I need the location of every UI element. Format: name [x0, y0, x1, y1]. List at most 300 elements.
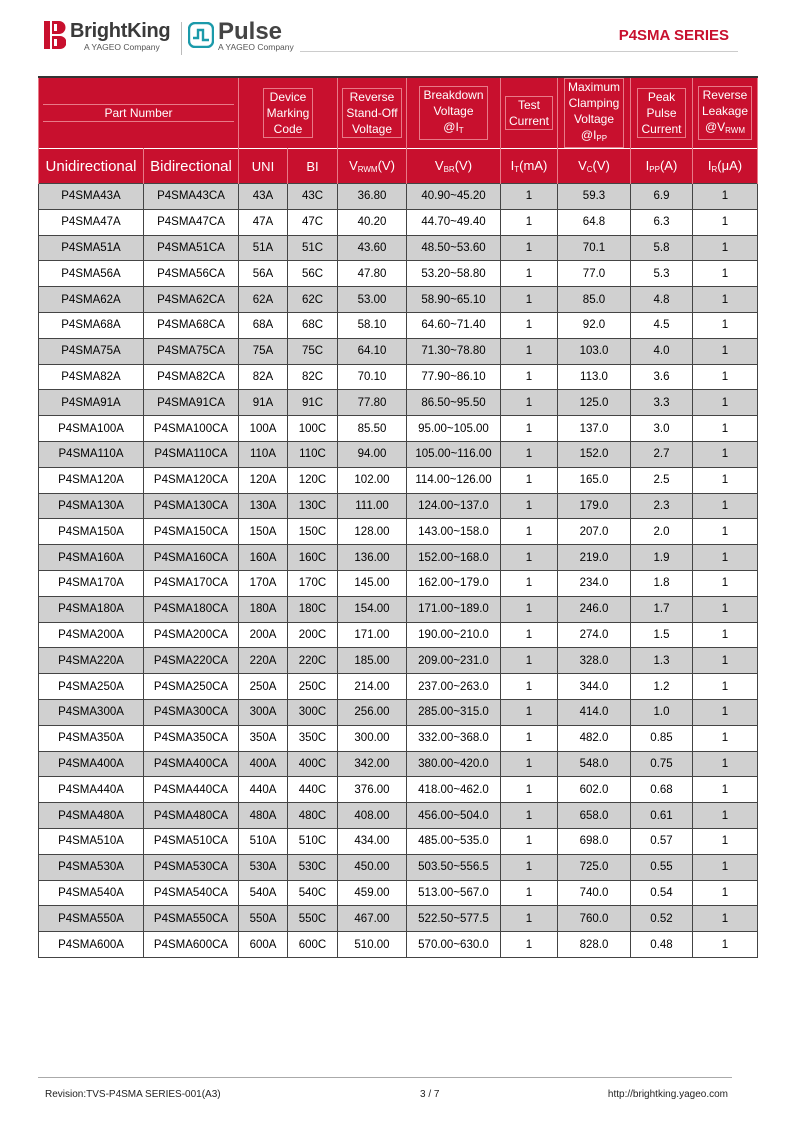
cell-mark-uni: 510A [239, 828, 288, 854]
subheader-ir: $I_R(\mu A)$ [693, 149, 758, 184]
cell-ipp: 4.0 [631, 338, 693, 364]
cell-mark-uni: 440A [239, 777, 288, 803]
cell-mark-uni: 100A [239, 416, 288, 442]
cell-it: 1 [501, 338, 558, 364]
cell-uni-part: P4SMA75A [39, 338, 144, 364]
cell-mark-uni: 150A [239, 519, 288, 545]
cell-bi-part: P4SMA150CA [144, 519, 239, 545]
cell-mark-bi: 150C [288, 519, 338, 545]
cell-it: 1 [501, 803, 558, 829]
cell-uni-part: P4SMA150A [39, 519, 144, 545]
cell-vc: 125.0 [558, 390, 631, 416]
cell-uni-part: P4SMA130A [39, 493, 144, 519]
footer-url: http://brightking.yageo.com [607, 1089, 728, 1100]
cell-vc: 234.0 [558, 570, 631, 596]
cell-ir: 1 [693, 519, 758, 545]
cell-vrwm: 467.00 [338, 906, 407, 932]
cell-it: 1 [501, 648, 558, 674]
header-ir-l3: @V [704, 120, 726, 134]
cell-mark-uni: 75A [239, 338, 288, 364]
cell-ir: 1 [693, 751, 758, 777]
cell-bi-part: P4SMA180CA [144, 596, 239, 622]
header-part-number [39, 77, 239, 149]
cell-uni-part: P4SMA47A [39, 209, 144, 235]
cell-vrwm: 70.10 [338, 364, 407, 390]
cell-vrwm: 434.00 [338, 828, 407, 854]
cell-vbr: 40.90~45.20 [407, 184, 501, 210]
brightking-logo-icon [44, 21, 66, 49]
cell-uni-part: P4SMA510A [39, 828, 144, 854]
cell-mark-bi: 550C [288, 906, 338, 932]
cell-it: 1 [501, 312, 558, 338]
cell-vc: 828.0 [558, 932, 631, 958]
table-row [39, 390, 758, 416]
cell-ir: 1 [693, 854, 758, 880]
cell-it: 1 [501, 699, 558, 725]
cell-vbr: 64.60~71.40 [407, 312, 501, 338]
cell-ir: 1 [693, 828, 758, 854]
cell-vbr: 53.20~58.80 [407, 261, 501, 287]
cell-ipp: 1.9 [631, 545, 693, 571]
cell-uni-part: P4SMA300A [39, 699, 144, 725]
cell-vrwm: 171.00 [338, 622, 407, 648]
cell-it: 1 [501, 184, 558, 210]
cell-ipp: 4.8 [631, 287, 693, 313]
header-ipp [631, 77, 693, 149]
table-row [39, 648, 758, 674]
cell-it: 1 [501, 545, 558, 571]
cell-vc: 59.3 [558, 184, 631, 210]
cell-ipp: 0.54 [631, 880, 693, 906]
cell-vc: 179.0 [558, 493, 631, 519]
cell-ipp: 5.8 [631, 235, 693, 261]
header-ipp-l3: Current [641, 122, 682, 136]
cell-it: 1 [501, 519, 558, 545]
cell-vc: 414.0 [558, 699, 631, 725]
cell-vrwm: 136.00 [338, 545, 407, 571]
cell-vc: 103.0 [558, 338, 631, 364]
table-row [39, 338, 758, 364]
cell-ir: 1 [693, 570, 758, 596]
cell-ipp: 2.3 [631, 493, 693, 519]
cell-ipp: 0.75 [631, 751, 693, 777]
cell-bi-part: P4SMA220CA [144, 648, 239, 674]
cell-ir: 1 [693, 674, 758, 700]
cell-vrwm: 459.00 [338, 880, 407, 906]
logo-divider [181, 22, 182, 55]
cell-uni-part: P4SMA180A [39, 596, 144, 622]
cell-mark-uni: 47A [239, 209, 288, 235]
header-vc-l1: Maximum [567, 80, 620, 94]
cell-vrwm: 77.80 [338, 390, 407, 416]
cell-it: 1 [501, 493, 558, 519]
cell-vc: 328.0 [558, 648, 631, 674]
cell-bi-part: P4SMA350CA [144, 725, 239, 751]
cell-vc: 152.0 [558, 441, 631, 467]
cell-vc: 760.0 [558, 906, 631, 932]
cell-vrwm: 53.00 [338, 287, 407, 313]
cell-mark-uni: 170A [239, 570, 288, 596]
cell-it: 1 [501, 467, 558, 493]
cell-vrwm: 43.60 [338, 235, 407, 261]
cell-uni-part: P4SMA110A [39, 441, 144, 467]
cell-vbr: 190.00~210.0 [407, 622, 501, 648]
table-row [39, 570, 758, 596]
header-marking-l1: Device [269, 90, 307, 104]
cell-mark-bi: 47C [288, 209, 338, 235]
cell-mark-bi: 400C [288, 751, 338, 777]
cell-ipp: 0.61 [631, 803, 693, 829]
table-row [39, 441, 758, 467]
cell-uni-part: P4SMA200A [39, 622, 144, 648]
cell-mark-bi: 250C [288, 674, 338, 700]
cell-ipp: 1.7 [631, 596, 693, 622]
cell-bi-part: P4SMA530CA [144, 854, 239, 880]
cell-bi-part: P4SMA130CA [144, 493, 239, 519]
cell-vc: 70.1 [558, 235, 631, 261]
cell-uni-part: P4SMA440A [39, 777, 144, 803]
cell-it: 1 [501, 441, 558, 467]
cell-bi-part: P4SMA91CA [144, 390, 239, 416]
cell-ipp: 0.52 [631, 906, 693, 932]
cell-ipp: 6.3 [631, 209, 693, 235]
cell-mark-uni: 120A [239, 467, 288, 493]
cell-mark-uni: 350A [239, 725, 288, 751]
cell-ipp: 2.0 [631, 519, 693, 545]
cell-vc: 113.0 [558, 364, 631, 390]
cell-ir: 1 [693, 184, 758, 210]
cell-bi-part: P4SMA510CA [144, 828, 239, 854]
table-row [39, 854, 758, 880]
cell-vrwm: 64.10 [338, 338, 407, 364]
cell-vc: 219.0 [558, 545, 631, 571]
cell-bi-part: P4SMA160CA [144, 545, 239, 571]
cell-vrwm: 154.00 [338, 596, 407, 622]
cell-uni-part: P4SMA51A [39, 235, 144, 261]
subheader-bidirectional: Bidirectional [144, 149, 239, 184]
cell-ipp: 1.2 [631, 674, 693, 700]
cell-mark-uni: 550A [239, 906, 288, 932]
cell-vbr: 503.50~556.5 [407, 854, 501, 880]
table-row [39, 906, 758, 932]
header-ir [693, 77, 758, 149]
cell-bi-part: P4SMA480CA [144, 803, 239, 829]
cell-mark-bi: 68C [288, 312, 338, 338]
cell-mark-bi: 300C [288, 699, 338, 725]
cell-vbr: 485.00~535.0 [407, 828, 501, 854]
cell-it: 1 [501, 209, 558, 235]
header-vbr-l1: Breakdown [423, 88, 484, 102]
cell-ipp: 0.68 [631, 777, 693, 803]
pulse-logo-icon [188, 22, 214, 48]
cell-vbr: 285.00~315.0 [407, 699, 501, 725]
cell-mark-uni: 110A [239, 441, 288, 467]
header-vc-sub: PP [596, 134, 608, 143]
cell-vbr: 86.50~95.50 [407, 390, 501, 416]
subheader-uni: UNI [239, 149, 288, 184]
cell-it: 1 [501, 854, 558, 880]
cell-ir: 1 [693, 467, 758, 493]
cell-mark-bi: 120C [288, 467, 338, 493]
header-ipp-l1: Peak [647, 90, 676, 104]
cell-mark-uni: 43A [239, 184, 288, 210]
cell-mark-bi: 91C [288, 390, 338, 416]
subheader-vbr: $V_{BR}(V)$ [407, 149, 501, 184]
cell-bi-part: P4SMA600CA [144, 932, 239, 958]
cell-vbr: 380.00~420.0 [407, 751, 501, 777]
cell-bi-part: P4SMA82CA [144, 364, 239, 390]
cell-mark-uni: 130A [239, 493, 288, 519]
header-marking-l2: Marking [266, 106, 310, 120]
cell-ir: 1 [693, 287, 758, 313]
table-row [39, 699, 758, 725]
header-vc-l2: Clamping [568, 96, 620, 110]
spec-table-body [39, 184, 758, 958]
cell-mark-uni: 56A [239, 261, 288, 287]
cell-ir: 1 [693, 596, 758, 622]
cell-vbr: 418.00~462.0 [407, 777, 501, 803]
cell-mark-bi: 75C [288, 338, 338, 364]
cell-bi-part: P4SMA43CA [144, 184, 239, 210]
cell-uni-part: P4SMA120A [39, 467, 144, 493]
cell-vrwm: 58.10 [338, 312, 407, 338]
cell-mark-bi: 43C [288, 184, 338, 210]
cell-vbr: 209.00~231.0 [407, 648, 501, 674]
cell-vbr: 105.00~116.00 [407, 441, 501, 467]
subheader-ipp: $I_{PP}(A)$ [631, 149, 693, 184]
header-vbr-l3: @I [443, 120, 459, 134]
cell-ir: 1 [693, 416, 758, 442]
header-rule [300, 51, 738, 52]
cell-ir: 1 [693, 338, 758, 364]
table-row [39, 312, 758, 338]
table-row [39, 803, 758, 829]
cell-mark-uni: 68A [239, 312, 288, 338]
cell-vc: 602.0 [558, 777, 631, 803]
cell-it: 1 [501, 777, 558, 803]
header-vc-l4: @I [580, 128, 597, 142]
cell-bi-part: P4SMA250CA [144, 674, 239, 700]
cell-bi-part: P4SMA56CA [144, 261, 239, 287]
cell-it: 1 [501, 596, 558, 622]
cell-mark-bi: 480C [288, 803, 338, 829]
cell-vc: 344.0 [558, 674, 631, 700]
cell-ipp: 3.0 [631, 416, 693, 442]
cell-vbr: 152.00~168.0 [407, 545, 501, 571]
header-vrwm-l2: Stand-Off [346, 106, 398, 120]
cell-vbr: 48.50~53.60 [407, 235, 501, 261]
cell-it: 1 [501, 828, 558, 854]
cell-vc: 207.0 [558, 519, 631, 545]
cell-ir: 1 [693, 906, 758, 932]
cell-mark-bi: 110C [288, 441, 338, 467]
cell-ir: 1 [693, 209, 758, 235]
cell-vbr: 143.00~158.0 [407, 519, 501, 545]
cell-mark-uni: 300A [239, 699, 288, 725]
table-row [39, 364, 758, 390]
table-row [39, 467, 758, 493]
cell-vbr: 77.90~86.10 [407, 364, 501, 390]
subheader-bi: BI [288, 149, 338, 184]
cell-vc: 658.0 [558, 803, 631, 829]
cell-bi-part: P4SMA68CA [144, 312, 239, 338]
cell-uni-part: P4SMA220A [39, 648, 144, 674]
cell-mark-uni: 91A [239, 390, 288, 416]
brightking-name: BrightKing [70, 20, 171, 42]
cell-vc: 85.0 [558, 287, 631, 313]
cell-vbr: 124.00~137.0 [407, 493, 501, 519]
cell-ipp: 1.8 [631, 570, 693, 596]
cell-uni-part: P4SMA530A [39, 854, 144, 880]
cell-vbr: 171.00~189.0 [407, 596, 501, 622]
cell-vbr: 237.00~263.0 [407, 674, 501, 700]
header-marking-l3: Code [273, 122, 303, 136]
table-row [39, 725, 758, 751]
cell-ir: 1 [693, 235, 758, 261]
cell-ipp: 0.57 [631, 828, 693, 854]
table-row [39, 493, 758, 519]
brightking-logo [44, 20, 174, 56]
cell-mark-bi: 170C [288, 570, 338, 596]
cell-it: 1 [501, 751, 558, 777]
cell-vbr: 71.30~78.80 [407, 338, 501, 364]
cell-ipp: 6.9 [631, 184, 693, 210]
cell-it: 1 [501, 906, 558, 932]
cell-ipp: 1.0 [631, 699, 693, 725]
cell-vrwm: 450.00 [338, 854, 407, 880]
cell-vbr: 114.00~126.00 [407, 467, 501, 493]
cell-ipp: 1.5 [631, 622, 693, 648]
cell-ir: 1 [693, 364, 758, 390]
cell-ir: 1 [693, 803, 758, 829]
cell-it: 1 [501, 880, 558, 906]
cell-vrwm: 47.80 [338, 261, 407, 287]
cell-vc: 698.0 [558, 828, 631, 854]
subheader-unidirectional: Unidirectional [39, 149, 144, 184]
cell-vrwm: 94.00 [338, 441, 407, 467]
cell-bi-part: P4SMA47CA [144, 209, 239, 235]
cell-uni-part: P4SMA250A [39, 674, 144, 700]
header-ir-sub: RWM [725, 126, 746, 135]
cell-vrwm: 256.00 [338, 699, 407, 725]
cell-vrwm: 128.00 [338, 519, 407, 545]
cell-bi-part: P4SMA51CA [144, 235, 239, 261]
cell-it: 1 [501, 674, 558, 700]
cell-ipp: 5.3 [631, 261, 693, 287]
cell-vrwm: 342.00 [338, 751, 407, 777]
header-test-l2: Current [508, 114, 549, 128]
table-row [39, 674, 758, 700]
cell-ir: 1 [693, 932, 758, 958]
cell-ir: 1 [693, 312, 758, 338]
cell-vbr: 162.00~179.0 [407, 570, 501, 596]
cell-vbr: 95.00~105.00 [407, 416, 501, 442]
cell-ipp: 0.85 [631, 725, 693, 751]
cell-ir: 1 [693, 390, 758, 416]
cell-mark-bi: 56C [288, 261, 338, 287]
cell-mark-uni: 82A [239, 364, 288, 390]
cell-vrwm: 510.00 [338, 932, 407, 958]
footer-page-number: 3 / 7 [420, 1089, 440, 1100]
cell-it: 1 [501, 570, 558, 596]
cell-vrwm: 185.00 [338, 648, 407, 674]
pulse-subtitle: A YAGEO Company [218, 42, 294, 52]
cell-vc: 77.0 [558, 261, 631, 287]
cell-vrwm: 376.00 [338, 777, 407, 803]
cell-uni-part: P4SMA56A [39, 261, 144, 287]
cell-it: 1 [501, 364, 558, 390]
header-marking [239, 77, 338, 149]
cell-vc: 137.0 [558, 416, 631, 442]
cell-mark-uni: 51A [239, 235, 288, 261]
cell-uni-part: P4SMA170A [39, 570, 144, 596]
cell-it: 1 [501, 235, 558, 261]
header-vbr [407, 77, 501, 149]
header-vbr-l2: Voltage [433, 104, 474, 118]
cell-ir: 1 [693, 545, 758, 571]
cell-ipp: 1.3 [631, 648, 693, 674]
cell-bi-part: P4SMA110CA [144, 441, 239, 467]
cell-mark-uni: 62A [239, 287, 288, 313]
cell-vrwm: 40.20 [338, 209, 407, 235]
header-vc-l3: Voltage [573, 112, 615, 126]
cell-ipp: 0.55 [631, 854, 693, 880]
cell-mark-bi: 540C [288, 880, 338, 906]
cell-vc: 92.0 [558, 312, 631, 338]
cell-vrwm: 300.00 [338, 725, 407, 751]
cell-it: 1 [501, 725, 558, 751]
cell-uni-part: P4SMA350A [39, 725, 144, 751]
cell-bi-part: P4SMA75CA [144, 338, 239, 364]
subheader-vc: $V_C(V)$ [558, 149, 631, 184]
header-vrwm-l1: Reverse [349, 90, 395, 104]
cell-mark-bi: 82C [288, 364, 338, 390]
pulse-name: Pulse [218, 18, 283, 45]
cell-bi-part: P4SMA440CA [144, 777, 239, 803]
header-vc [558, 77, 631, 149]
cell-vc: 274.0 [558, 622, 631, 648]
table-row [39, 235, 758, 261]
cell-mark-bi: 510C [288, 828, 338, 854]
cell-mark-bi: 130C [288, 493, 338, 519]
table-row [39, 880, 758, 906]
cell-mark-bi: 160C [288, 545, 338, 571]
cell-vrwm: 408.00 [338, 803, 407, 829]
cell-vbr: 570.00~630.0 [407, 932, 501, 958]
cell-vrwm: 214.00 [338, 674, 407, 700]
cell-ir: 1 [693, 725, 758, 751]
cell-vbr: 332.00~368.0 [407, 725, 501, 751]
cell-bi-part: P4SMA540CA [144, 880, 239, 906]
cell-it: 1 [501, 622, 558, 648]
cell-mark-bi: 62C [288, 287, 338, 313]
cell-vc: 482.0 [558, 725, 631, 751]
brightking-subtitle: A YAGEO Company [84, 42, 160, 52]
cell-mark-bi: 440C [288, 777, 338, 803]
cell-vbr: 513.00~567.0 [407, 880, 501, 906]
cell-uni-part: P4SMA62A [39, 287, 144, 313]
table-row [39, 545, 758, 571]
cell-vrwm: 145.00 [338, 570, 407, 596]
cell-vc: 246.0 [558, 596, 631, 622]
cell-ipp: 3.3 [631, 390, 693, 416]
cell-uni-part: P4SMA100A [39, 416, 144, 442]
spec-table [38, 76, 758, 958]
header-vrwm [338, 77, 407, 149]
table-row [39, 184, 758, 210]
cell-ipp: 3.6 [631, 364, 693, 390]
cell-vc: 725.0 [558, 854, 631, 880]
